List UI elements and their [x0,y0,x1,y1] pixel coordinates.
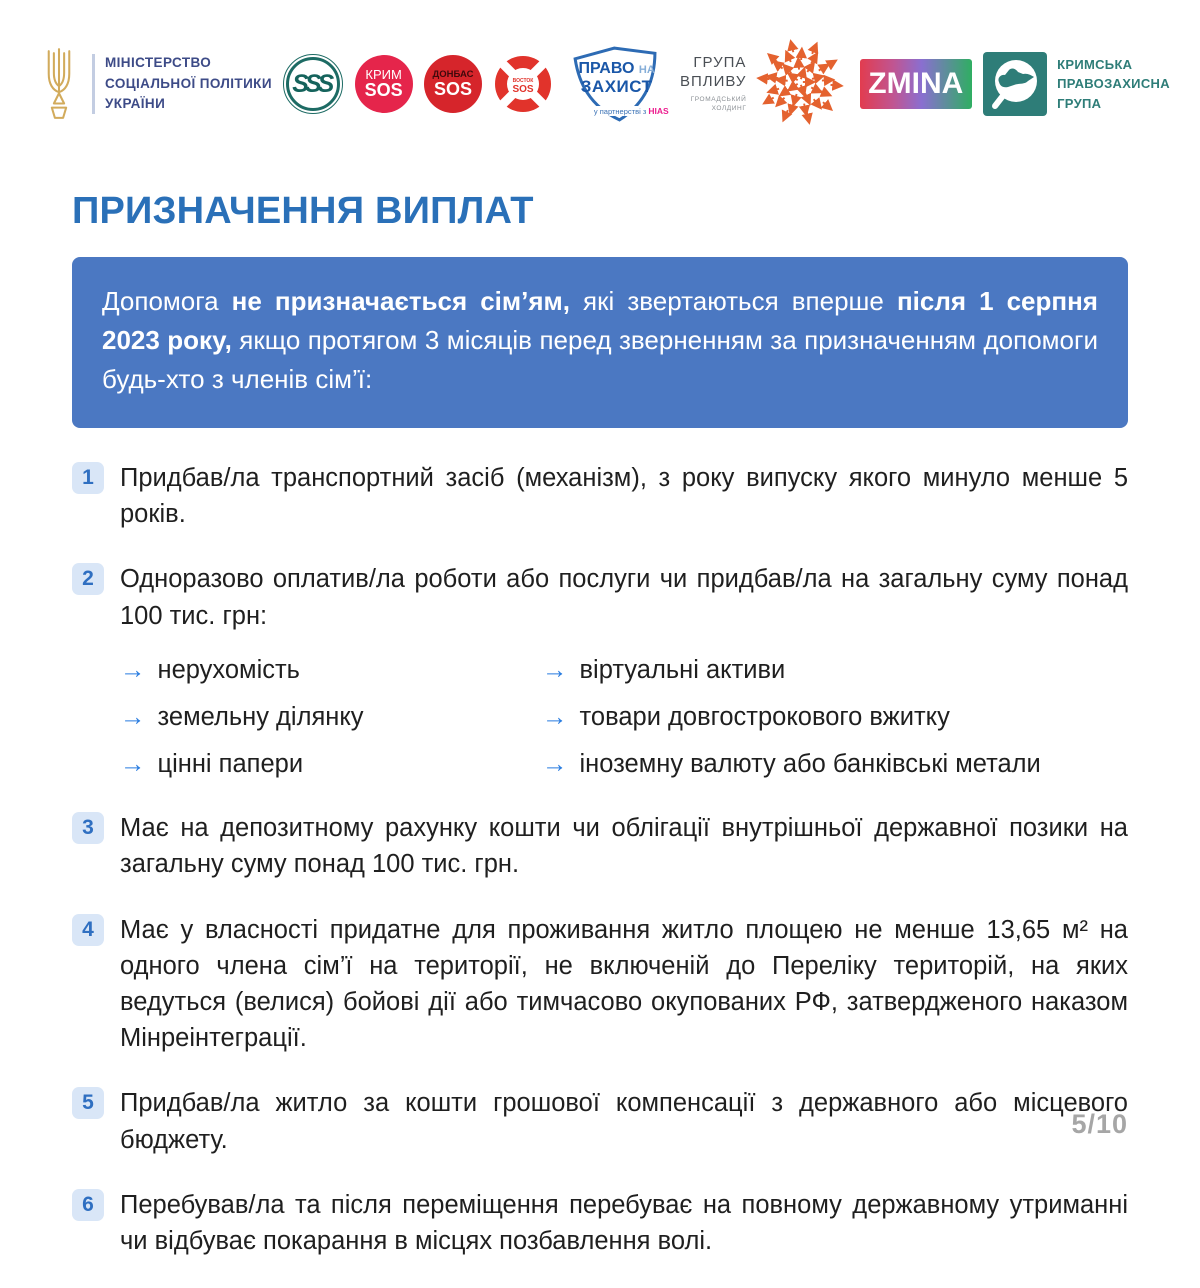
hrupa-word: ВПЛИВУ [680,73,746,92]
item-body [120,460,1128,532]
item-number-badge: 4 [72,914,104,946]
vplyvu-arrows-icon [752,38,848,131]
crimean-human-rights-group-logo [983,52,1170,116]
arrow-right-icon: → [120,654,146,687]
donbas-sos-word: ДОНБАС [432,70,473,80]
lifebuoy-icon [493,54,553,114]
item-body [120,810,1128,882]
item-text: Має у власності придатне для проживання житло площею не менше 13,65 м² на одного члена сім’ї на території, не включеній до Переліку територій, на яких ведуться (велися) бойові дії або тимчасово окупованих РФ, затвердженого наказом Мінреінтеграції. [120,912,1128,1057]
zmina-wordmark: ZMINA [868,67,963,101]
item-text: Одноразово оплатив/ла роботи або послуги чи придбав/ла на загальну суму понад 100 тис. грн: [120,561,1128,633]
ministry-line: МІНІСТЕРСТВО [105,53,272,74]
krym-sos-word: КРИМ [365,68,401,82]
zmina-logo [860,59,972,109]
item-text: Перебував/ла та після переміщення перебуває на повному державному утриманні чи відбуває покарання в місцях позбавлення волі. [120,1187,1128,1259]
pravo-word: ПРАВО [579,60,635,77]
vostok-word: ВОСТОК [513,78,535,84]
main-content [72,190,1128,1288]
bullet-item [120,748,542,781]
bullet-item [120,654,542,687]
item-4 [72,912,1128,1057]
partner-prefix: у партнерстві з [594,107,648,116]
banner-segment: які звертаються вперше [570,286,897,316]
tryzub-trident-icon [36,45,82,123]
kpg-wordmark [1057,55,1170,114]
bullet-label: іноземну валюту або банківські метали [580,748,1041,781]
bullet-item [542,701,1128,734]
item-6 [72,1187,1128,1259]
sss-letters: SSS [292,71,330,97]
item-text: Придбав/ла житло за кошти грошової компенсації з державного або місцевого бюджету. [120,1085,1128,1157]
bullet-item [542,748,1128,781]
partner-logos-header [36,36,1170,132]
warning-banner [72,257,1128,428]
hrupa-subword: ГРОМАДСЬКИЙ [680,95,746,105]
hrupa-vplyvu-wordmark [680,54,746,114]
krym-sos-word: SOS [365,81,403,100]
banner-bold-segment: після 1 серпня 2023 року, [102,286,1098,355]
item-3 [72,810,1128,882]
bullet-label: нерухомість [158,654,300,687]
arrow-right-icon: → [120,701,146,734]
item-number-badge: 3 [72,812,104,844]
bullet-label: земельну ділянку [158,701,364,734]
bullet-label: товари довгострокового вжитку [580,701,950,734]
ministry-logo [36,45,272,123]
item-5 [72,1085,1128,1157]
banner-segment: Допомога [102,286,232,316]
pravo-wordmark [565,60,669,96]
arrow-right-icon: → [542,654,568,687]
vostok-sos-word: SOS [513,84,534,95]
item-number-badge: 2 [72,563,104,595]
pravo-word: ЗАХИСТ [581,78,653,97]
pravo-na-zakhyst-logo [565,44,669,124]
item-number-badge: 5 [72,1087,104,1119]
pravo-word: НА [639,64,655,76]
item-text: Придбав/ла транспортний засіб (механізм), з року випуску якого минуло менше 5 років. [120,460,1128,532]
kpg-word: ПРАВОЗАХИСНА [1057,74,1170,94]
krym-sos-logo [355,55,413,113]
item-number-badge: 6 [72,1189,104,1221]
hrupa-subword: ХОЛДИНГ [680,104,746,114]
kpg-word: КРИМСЬКА [1057,55,1170,75]
bullet-grid [120,654,1128,781]
ministry-line: УКРАЇНИ [105,94,272,115]
banner-segment: якщо протягом 3 місяців перед зверненням за призначенням допомоги будь-хто з членів сім’ї: [102,325,1098,394]
hrupa-vplyvu-logo [680,38,848,131]
item-body [120,561,1128,781]
page-number: 5/10 [1071,1109,1128,1140]
arrow-right-icon: → [542,701,568,734]
item-number-badge: 1 [72,462,104,494]
item-2 [72,561,1128,781]
bullet-label: цінні папери [158,748,304,781]
banner-text [102,286,1098,394]
item-1 [72,460,1128,532]
donbas-sos-logo [424,55,482,113]
item-body [120,912,1128,1057]
banner-bold-segment: не призначається сім’ям, [232,286,570,316]
item-text: Має на депозитному рахунку кошти чи облігації внутрішньої державної позики на загальну суму понад 100 тис. грн. [120,810,1128,882]
pravo-partner-line [592,106,671,116]
hrupa-word: ГРУПА [680,54,746,73]
kpg-word: ГРУПА [1057,94,1170,114]
items-list [72,460,1128,1259]
ministry-line: СОЦІАЛЬНОЇ ПОЛІТИКИ [105,74,272,95]
crimea-magnifier-icon [983,52,1047,116]
vostok-sos-logo [493,54,553,114]
logo-divider [92,54,95,114]
hias-wordmark: HIAS [648,106,668,116]
donbas-sos-word: SOS [434,80,472,99]
page-title: ПРИЗНАЧЕННЯ ВИПЛАТ [72,190,1128,233]
item-body [120,1085,1128,1157]
item-body [120,1187,1128,1259]
ministry-name [105,53,272,116]
bullet-item [120,701,542,734]
sss-logo [283,54,343,114]
bullet-item [542,654,1128,687]
bullet-label: віртуальні активи [580,654,786,687]
arrow-right-icon: → [542,748,568,781]
arrow-right-icon: → [120,748,146,781]
